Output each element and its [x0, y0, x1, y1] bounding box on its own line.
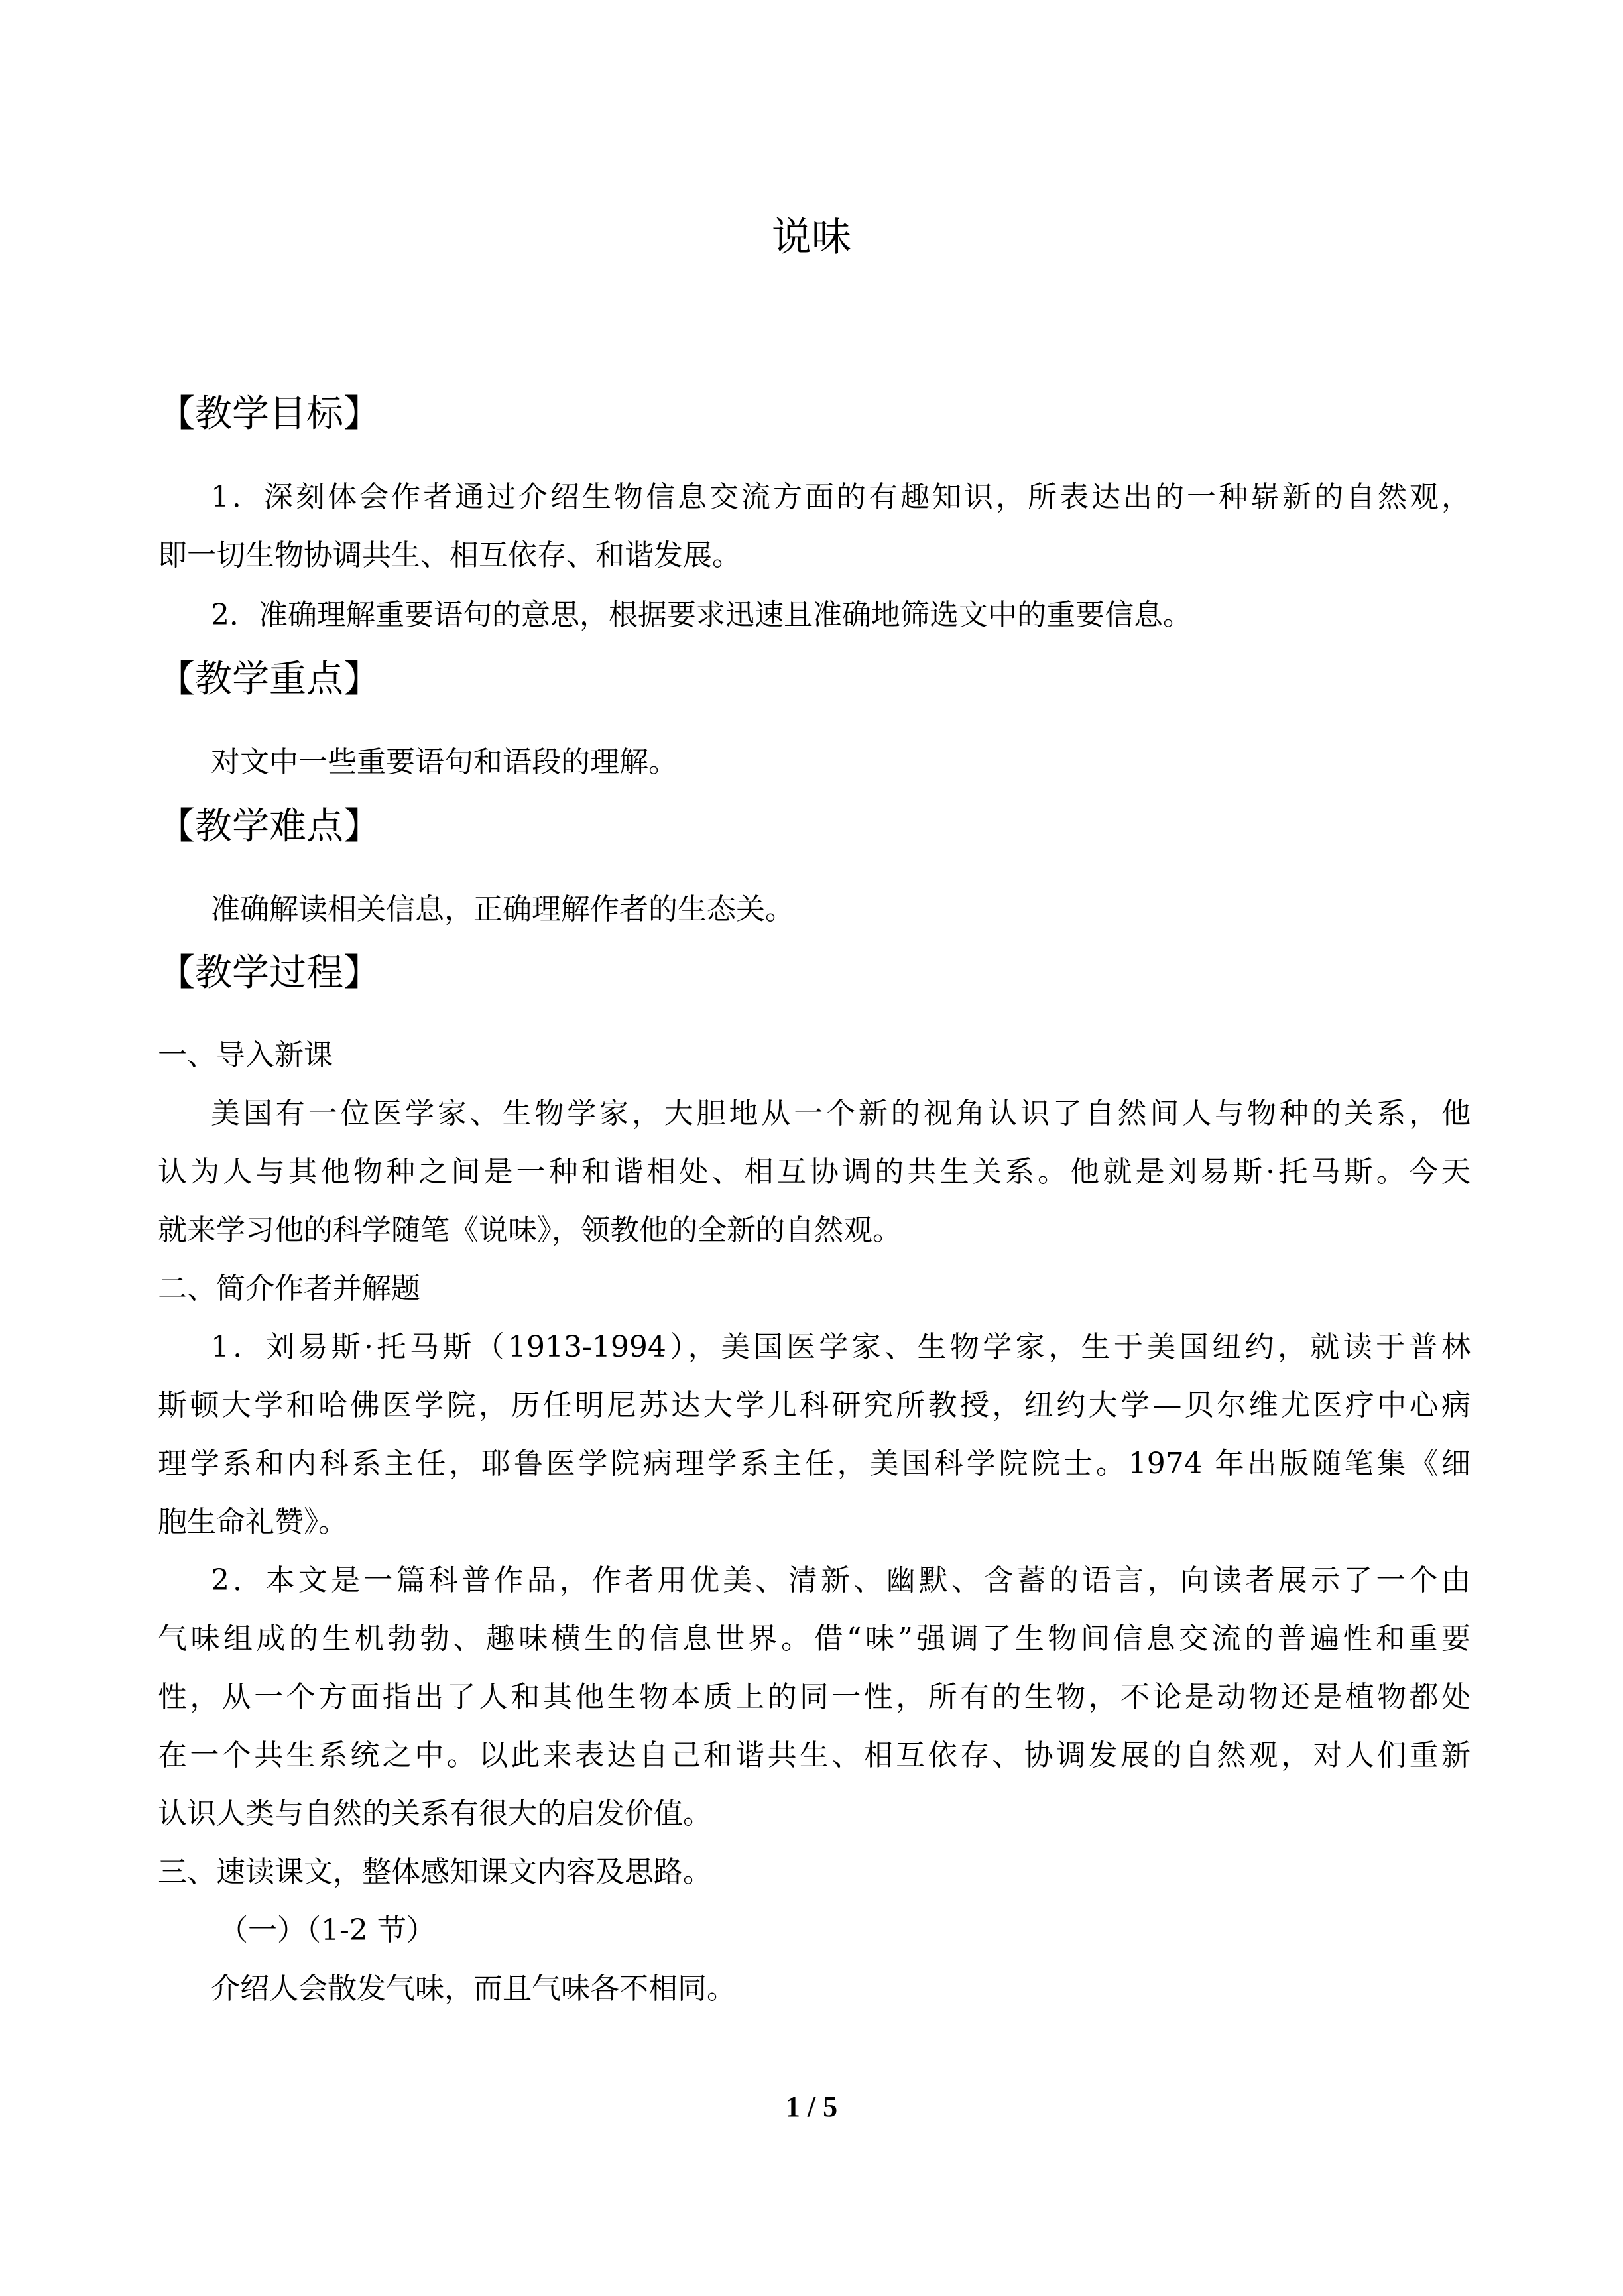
- part2-item2-line-4: 在一个共生系统之中。以此来表达自己和谐共生、相互依存、协调发展的自然观，对人们重新: [158, 1738, 1471, 1772]
- objective-2: 2．准确理解重要语句的意思，根据要求迅速且准确地筛选文中的重要信息。: [211, 598, 1192, 632]
- part2-item1-line-3: 理学系和内科系主任，耶鲁医学院病理学系主任，美国科学院院士。1974 年出版随笔集《细: [158, 1447, 1471, 1480]
- part2-item2-line-1: 2．本文是一篇科普作品，作者用优美、清新、幽默、含蓄的语言，向读者展示了一个由: [211, 1563, 1471, 1597]
- part1-heading: 一、导入新课: [158, 1038, 333, 1072]
- part2-item1-line-2: 斯顿大学和哈佛医学院，历任明尼苏达大学儿科研究所教授，纽约大学—贝尔维尤医疗中心病: [158, 1388, 1471, 1422]
- part3-heading: 三、速读课文，整体感知课文内容及思路。: [158, 1855, 712, 1889]
- key-points-text: 对文中一些重要语句和语段的理解。: [211, 745, 678, 779]
- part2-item2-line-5: 认识人类与自然的关系有很大的启发价值。: [158, 1797, 712, 1831]
- part1-line-2: 认为人与其他物种之间是一种和谐相处、相互协调的共生关系。他就是刘易斯·托马斯。今天: [158, 1155, 1471, 1189]
- part3-sub1-text: 介绍人会散发气味，而且气味各不相同。: [211, 1972, 736, 2006]
- objective-1-line-1: 1．深刻体会作者通过介绍生物信息交流方面的有趣知识，所表达出的一种崭新的自然观，: [211, 480, 1471, 514]
- process-heading: 【教学过程】: [158, 951, 381, 995]
- objectives-heading: 【教学目标】: [158, 393, 381, 436]
- part2-item1-line-1: 1．刘易斯·托马斯（1913-1994），美国医学家、生物学家，生于美国纽约，就读于普林: [211, 1330, 1471, 1364]
- page-number: 1 / 5: [785, 2090, 838, 2123]
- difficulties-text: 准确解读相关信息，正确理解作者的生态关。: [211, 892, 794, 926]
- part3-sub1-label: （一）（1-2 节）: [219, 1913, 436, 1947]
- part2-heading: 二、简介作者并解题: [158, 1272, 420, 1305]
- part2-item2-line-2: 气味组成的生机勃勃、趣味横生的信息世界。借“味”强调了生物间信息交流的普遍性和重要: [158, 1622, 1471, 1656]
- document-title: 说味: [772, 214, 851, 261]
- part1-line-3: 就来学习他的科学随笔《说味》，领教他的全新的自然观。: [158, 1213, 902, 1247]
- key-points-heading: 【教学重点】: [158, 658, 381, 701]
- objective-1-line-2: 即一切生物协调共生、相互依存、和谐发展。: [158, 538, 741, 572]
- part2-item1-line-4: 胞生命礼赞》。: [158, 1505, 347, 1539]
- part1-line-1: 美国有一位医学家、生物学家，大胆地从一个新的视角认识了自然间人与物种的关系，他: [211, 1097, 1471, 1130]
- part2-item2-line-3: 性，从一个方面指出了人和其他生物本质上的同一性，所有的生物，不论是动物还是植物都处: [158, 1680, 1471, 1714]
- difficulties-heading: 【教学难点】: [158, 805, 381, 848]
